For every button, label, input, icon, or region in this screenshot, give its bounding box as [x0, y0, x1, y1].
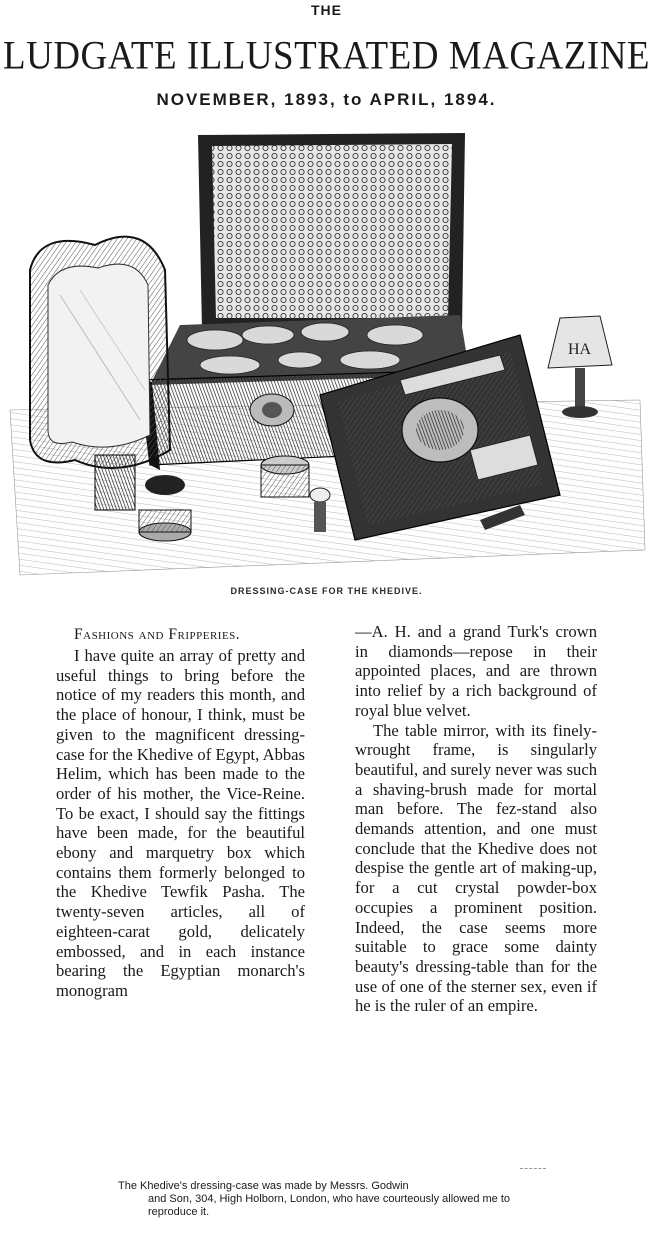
illustration-caption: DRESSING-CASE FOR THE KHEDIVE.: [230, 586, 423, 596]
section-heading: Fashions and Fripperies.: [74, 626, 241, 643]
paragraph: The table mirror, with its finely-wrought frame, is singularly beautiful, and surely never was such a shaving-brush made for mortal man before. The fez-stand also demands attention, and one must conclude that the Khedive does not despise the gentle art of making-up, for a cut crystal powder-box occupies a prominent position. Indeed, the case seems more suitable to grace some dainty beauty's dressing-table than for the use of one of the sterner sex, even if he is the ruler of an empire.: [355, 720, 597, 1016]
svg-text:HA: HA: [568, 341, 592, 358]
issue-date-range: NOVEMBER, 1893, to APRIL, 1894.: [156, 90, 497, 109]
masthead-kicker: THE: [311, 2, 342, 18]
dressing-case-engraving: [0, 120, 653, 585]
footnote-line-1: The Khedive's dressing-case was made by Messrs. Godwin: [118, 1180, 409, 1192]
article-column-right: [355, 622, 597, 1016]
divider: [520, 1168, 546, 1169]
article-column-left: [56, 646, 305, 1001]
footnote-line-2: and Son, 304, High Holborn, London, who have courteously allowed me to reproduce it.: [148, 1193, 511, 1218]
footnote: [118, 1180, 518, 1219]
magazine-title: LUDGATE ILLUSTRATED MAGAZINE: [2, 33, 651, 79]
paragraph: I have quite an array of pretty and useful things to bring before the notice of my readers this month, and the place of honour, I think, must be given to the magnificent dressing-case for the Khedive of Egypt, Abbas Helim, which has been made to the order of his mother, the Vice-Reine. To be exact, I should say the fittings have been made, for the beautiful ebony and marquetry box which contains them formerly belonged to the Khedive Tewfik Pasha. The twenty-seven articles, all of eighteen-carat gold, delicately embossed, and in each instance bearing the Egyptian monarch's monogram: [56, 646, 305, 1000]
paragraph: —A. H. and a grand Turk's crown in diamonds—repose in their appointed places, and are thrown into relief by a rich background of royal blue velvet.: [355, 622, 597, 720]
